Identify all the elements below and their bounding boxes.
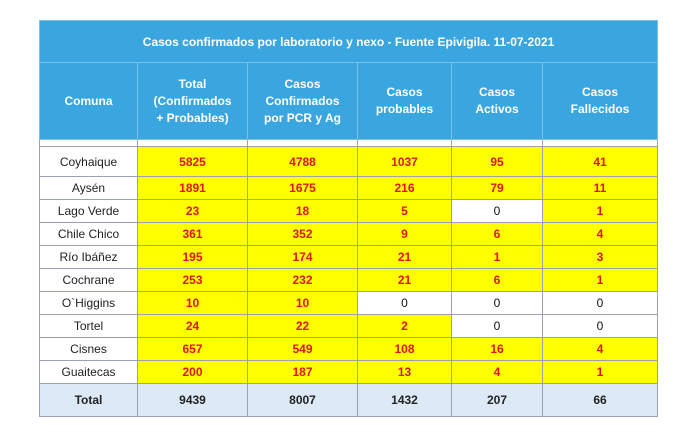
column-header-line: por PCR y Ag (264, 110, 341, 125)
column-header-line: Total (178, 76, 207, 91)
column-header-line: Fallecidos (570, 102, 630, 116)
column-header-line: Activos (475, 102, 519, 116)
value-cell-fallecidos: 1 (543, 200, 658, 223)
value-cell-fallecidos: 41 (543, 147, 658, 177)
value-cell-probables: 21 (358, 269, 452, 292)
total-cell-confirmados-pcr-ag: 8007 (248, 384, 358, 417)
value-cell-probables: 0 (358, 292, 452, 315)
column-header-confirmados-pcr-ag (248, 63, 358, 140)
column-header-comuna (40, 63, 138, 140)
comuna-cell: Cisnes (40, 338, 138, 361)
value-cell-fallecidos: 11 (543, 177, 658, 200)
value-cell-activos: 16 (452, 338, 543, 361)
total-cell-total: 9439 (138, 384, 248, 417)
comuna-cell: Cochrane (40, 269, 138, 292)
total-row (40, 384, 658, 417)
value-cell-fallecidos: 0 (543, 315, 658, 338)
value-cell-confirmados-pcr-ag: 232 (248, 269, 358, 292)
value-cell-activos: 6 (452, 223, 543, 246)
value-cell-activos: 0 (452, 200, 543, 223)
spacer-row (40, 140, 658, 147)
total-cell-activos: 207 (452, 384, 543, 417)
column-header-line: Casos (582, 85, 619, 99)
table-row (40, 246, 658, 269)
value-cell-total: 657 (138, 338, 248, 361)
comuna-cell: Coyhaique (40, 147, 138, 177)
comuna-cell: Chile Chico (40, 223, 138, 246)
value-cell-probables: 9 (358, 223, 452, 246)
value-cell-confirmados-pcr-ag: 4788 (248, 147, 358, 177)
cases-table-container (39, 20, 657, 417)
value-cell-total: 195 (138, 246, 248, 269)
cases-table (39, 20, 658, 417)
value-cell-confirmados-pcr-ag: 549 (248, 338, 358, 361)
value-cell-probables: 5 (358, 200, 452, 223)
table-row (40, 223, 658, 246)
value-cell-confirmados-pcr-ag: 1675 (248, 177, 358, 200)
value-cell-probables: 1037 (358, 147, 452, 177)
total-label: Total (40, 384, 138, 417)
comuna-cell: Aysén (40, 177, 138, 200)
value-cell-confirmados-pcr-ag: 187 (248, 361, 358, 384)
value-cell-fallecidos: 4 (543, 338, 658, 361)
value-cell-fallecidos: 1 (543, 361, 658, 384)
table-row (40, 292, 658, 315)
value-cell-total: 200 (138, 361, 248, 384)
table-row (40, 200, 658, 223)
value-cell-fallecidos: 1 (543, 269, 658, 292)
value-cell-total: 10 (138, 292, 248, 315)
value-cell-probables: 108 (358, 338, 452, 361)
comuna-cell: O`Higgins (40, 292, 138, 315)
comuna-cell: Río Ibáñez (40, 246, 138, 269)
value-cell-total: 1891 (138, 177, 248, 200)
column-header-line: Casos (386, 85, 423, 99)
value-cell-activos: 1 (452, 246, 543, 269)
total-cell-fallecidos: 66 (543, 384, 658, 417)
value-cell-activos: 0 (452, 315, 543, 338)
comuna-cell: Tortel (40, 315, 138, 338)
value-cell-activos: 4 (452, 361, 543, 384)
value-cell-fallecidos: 3 (543, 246, 658, 269)
table-row (40, 338, 658, 361)
value-cell-activos: 0 (452, 292, 543, 315)
value-cell-total: 253 (138, 269, 248, 292)
column-header-probables (358, 63, 452, 140)
column-header-line: probables (375, 102, 434, 116)
value-cell-probables: 21 (358, 246, 452, 269)
column-header-line: Confirmados (265, 93, 340, 108)
table-row (40, 269, 658, 292)
column-header-total (138, 63, 248, 140)
value-cell-probables: 216 (358, 177, 452, 200)
value-cell-fallecidos: 0 (543, 292, 658, 315)
table-title: Casos confirmados por laboratorio y nexo - Fuente Epivigila. 11-07-2021 (40, 21, 658, 63)
value-cell-total: 361 (138, 223, 248, 246)
comuna-cell: Guaitecas (40, 361, 138, 384)
value-cell-confirmados-pcr-ag: 10 (248, 292, 358, 315)
comuna-cell: Lago Verde (40, 200, 138, 223)
table-row (40, 177, 658, 200)
value-cell-activos: 95 (452, 147, 543, 177)
value-cell-probables: 2 (358, 315, 452, 338)
value-cell-probables: 13 (358, 361, 452, 384)
column-header-line: (Confirmados (153, 93, 232, 108)
value-cell-total: 23 (138, 200, 248, 223)
total-cell-probables: 1432 (358, 384, 452, 417)
table-row (40, 315, 658, 338)
column-header-row (40, 63, 658, 140)
value-cell-total: 24 (138, 315, 248, 338)
value-cell-confirmados-pcr-ag: 174 (248, 246, 358, 269)
column-header-activos (452, 63, 543, 140)
column-header-fallecidos (543, 63, 658, 140)
column-header-line: Casos (284, 76, 321, 91)
value-cell-confirmados-pcr-ag: 352 (248, 223, 358, 246)
value-cell-confirmados-pcr-ag: 22 (248, 315, 358, 338)
table-row (40, 361, 658, 384)
column-header-line: Comuna (64, 93, 113, 108)
column-header-line: Casos (478, 85, 516, 99)
value-cell-activos: 79 (452, 177, 543, 200)
value-cell-total: 5825 (138, 147, 248, 177)
value-cell-fallecidos: 4 (543, 223, 658, 246)
value-cell-confirmados-pcr-ag: 18 (248, 200, 358, 223)
value-cell-activos: 6 (452, 269, 543, 292)
column-header-line: + Probables) (156, 110, 229, 125)
table-row (40, 147, 658, 177)
